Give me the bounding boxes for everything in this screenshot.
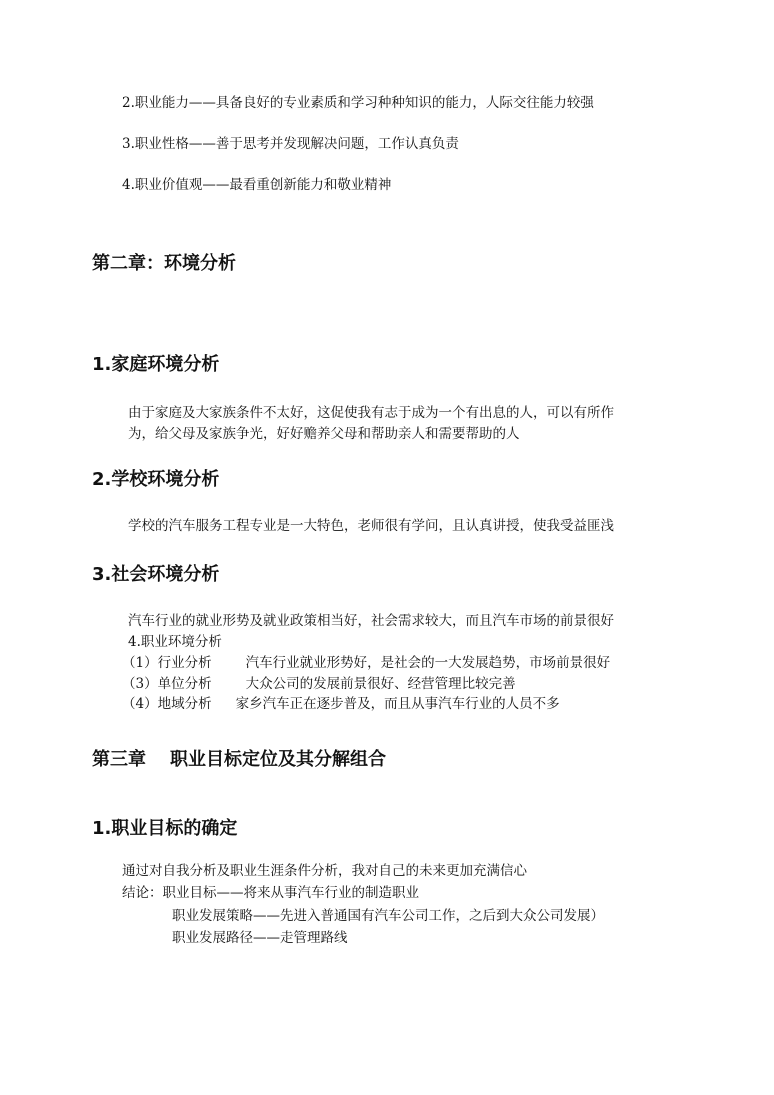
env-item-text: 汽车行业就业形势好，是社会的一大发展趋势，市场前景很好	[245, 655, 611, 671]
env-item-label: （4）地域分析	[122, 696, 212, 712]
list-item-values: 4.职业价值观——最看重创新能力和敬业精神	[122, 177, 392, 193]
env-item-industry	[122, 653, 610, 673]
env-item-label: （1）行业分析	[122, 655, 212, 671]
list-item-personality: 3.职业性格——善于思考并发现解决问题，工作认真负责	[122, 136, 459, 152]
goal-conclusion-line-2: 职业发展策略——先进入普通国有汽车公司工作，之后到大众公司发展）	[172, 908, 604, 924]
env-item-region	[122, 694, 560, 714]
env-item-label: （3）单位分析	[122, 676, 212, 692]
env-item-text: 大众公司的发展前景很好、经营管理比较完善	[245, 676, 516, 692]
goal-intro: 通过对自我分析及职业生涯条件分析，我对自己的未来更加充满信心	[122, 863, 527, 879]
school-text: 学校的汽车服务工程专业是一大特色，老师很有学问，且认真讲授，使我受益匪浅	[128, 518, 614, 534]
goal-conclusion-line-3: 职业发展路径——走管理路线	[172, 930, 348, 946]
chapter-3-number: 第三章	[92, 749, 146, 770]
family-text-line-2: 为，给父母及家族争光，好好赡养父母和帮助亲人和需要帮助的人	[128, 426, 520, 442]
chapter-2-title: 第二章：环境分析	[92, 253, 236, 274]
env-item-company	[122, 674, 516, 694]
goal-heading: 1.职业目标的确定	[92, 818, 238, 839]
school-heading: 2.学校环境分析	[92, 469, 220, 490]
society-heading: 3.社会环境分析	[92, 564, 220, 585]
env-item-text: 家乡汽车正在逐步普及，而且从事汽车行业的人员不多	[235, 696, 560, 712]
list-item-ability: 2.职业能力——具备良好的专业素质和学习种种知识的能力，人际交往能力较强	[122, 95, 594, 111]
family-text-line-1: 由于家庭及大家族条件不太好，这促使我有志于成为一个有出息的人，可以有所作	[128, 405, 614, 421]
chapter-3-name: 职业目标定位及其分解组合	[170, 749, 386, 770]
conclusion-text: 职业目标——将来从事汽车行业的制造职业	[162, 885, 419, 901]
family-heading: 1.家庭环境分析	[92, 354, 220, 375]
chapter-3-title	[92, 748, 386, 772]
society-text: 汽车行业的就业形势及就业政策相当好，社会需求较大，而且汽车市场的前景很好	[128, 613, 614, 629]
goal-conclusion-line-1	[122, 883, 419, 903]
conclusion-label: 结论：	[122, 885, 163, 901]
career-env-subtitle: 4.职业环境分析	[128, 634, 222, 650]
